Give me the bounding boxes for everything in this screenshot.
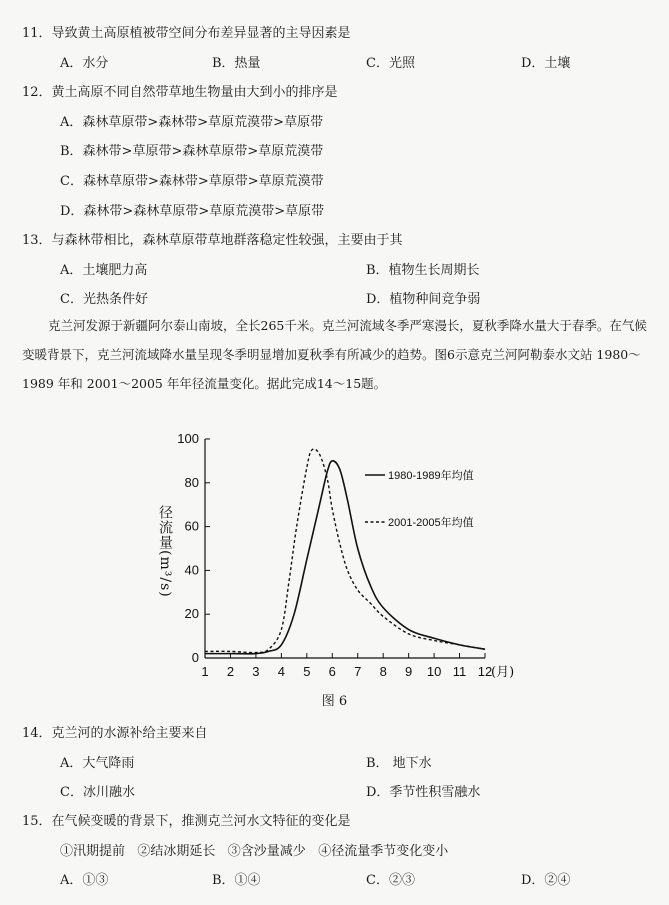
q15-stem: 15．在气候变暖的背景下，推测克兰河水文特征的变化是 bbox=[22, 814, 351, 829]
x-tick-label: 5 bbox=[303, 664, 311, 679]
q15-option-d[interactable]: D．②④ bbox=[521, 873, 571, 888]
q14-option-c[interactable]: C．冰川融水 bbox=[60, 785, 135, 800]
q12-stem: 12．黄土高原不同自然带草地生物量由大到小的排序是 bbox=[22, 85, 338, 100]
reading-passage: 克兰河发源于新疆阿尔泰山南坡，全长265千米。克兰河流域冬季严寒漫长，夏秋季降水量大于春季。在气候变暖背景下，克兰河流域降水量呈现冬季明显增加夏秋季有所减少的趋势。图6示意克兰河阿勒泰水文站 1980～1989 年和 2001～2005 年年径流量变化。据此完成14～15题。 bbox=[22, 318, 647, 391]
q11-option-a[interactable]: A．水分 bbox=[60, 56, 109, 71]
q13-option-d[interactable]: D．植物种间竞争弱 bbox=[366, 292, 481, 307]
x-tick-label: 4 bbox=[277, 664, 285, 679]
y-tick-label: 20 bbox=[184, 606, 199, 622]
q12-option-c[interactable]: C．森林草原带>森林带>草原带>草原荒漠带 bbox=[60, 174, 324, 189]
q15-option-c[interactable]: C．②③ bbox=[366, 873, 415, 888]
figure-caption: 图 6 bbox=[321, 694, 348, 709]
q12-option-b[interactable]: B．森林带>草原带>森林草原带>草原荒漠带 bbox=[60, 144, 324, 159]
q15-choices: ①汛期提前 ②结冰期延长 ③含沙量减少 ④径流量季节变化变小 bbox=[60, 844, 449, 859]
x-tick-label: 1 bbox=[201, 664, 209, 679]
y-tick-label: 60 bbox=[184, 518, 199, 534]
q14-option-d[interactable]: D．季节性积雪融水 bbox=[366, 785, 481, 800]
legend-label-1: 1980-1989年均值 bbox=[388, 470, 474, 482]
y-tick-label: 100 bbox=[177, 431, 199, 446]
x-axis-unit: (月) bbox=[491, 665, 515, 680]
q15-option-b[interactable]: B．①④ bbox=[212, 873, 261, 888]
x-tick-label: 6 bbox=[328, 664, 336, 679]
y-tick-label: 80 bbox=[184, 474, 199, 490]
x-tick-label: 2 bbox=[226, 664, 235, 679]
q14-stem: 14．克兰河的水源补给主要来自 bbox=[22, 726, 208, 741]
runoff-chart bbox=[0, 425, 669, 695]
x-tick-label: 7 bbox=[354, 664, 362, 679]
q14-option-a[interactable]: A．大气降雨 bbox=[60, 756, 135, 771]
q11-option-d[interactable]: D．土壤 bbox=[521, 56, 571, 71]
q13-option-c[interactable]: C．光热条件好 bbox=[60, 292, 148, 307]
y-axis-label: 径流量(m³/s) bbox=[157, 505, 173, 598]
x-tick-label: 3 bbox=[252, 664, 260, 679]
q15-option-a[interactable]: A．①③ bbox=[60, 873, 109, 888]
q12-option-d[interactable]: D．森林带>森林草原带>草原荒漠带>草原带 bbox=[60, 204, 325, 219]
series-line-1 bbox=[205, 461, 485, 654]
q13-option-b[interactable]: B．植物生长周期长 bbox=[366, 263, 480, 278]
q14-option-b[interactable]: B． 地下水 bbox=[366, 756, 432, 771]
x-tick-label: 11 bbox=[452, 664, 467, 679]
x-tick-label: 12 bbox=[477, 664, 493, 679]
q11-option-b[interactable]: B．热量 bbox=[212, 56, 261, 71]
y-tick-label: 0 bbox=[191, 650, 199, 665]
x-tick-label: 8 bbox=[379, 664, 387, 679]
x-tick-label: 9 bbox=[405, 664, 413, 679]
q13-stem: 13．与森林带相比，森林草原带草地群落稳定性较强，主要由于其 bbox=[22, 233, 403, 248]
y-tick-label: 40 bbox=[184, 562, 199, 578]
x-tick-label: 10 bbox=[426, 664, 442, 679]
legend-label-2: 2001-2005年均值 bbox=[388, 517, 474, 529]
q11-option-c[interactable]: C．光照 bbox=[366, 56, 415, 71]
q11-stem: 11．导致黄土高原植被带空间分布差异显著的主导因素是 bbox=[22, 26, 351, 41]
q12-option-a[interactable]: A．森林草原带>森林带>草原荒漠带>草原带 bbox=[60, 115, 324, 130]
q13-option-a[interactable]: A．土壤肥力高 bbox=[60, 263, 148, 278]
